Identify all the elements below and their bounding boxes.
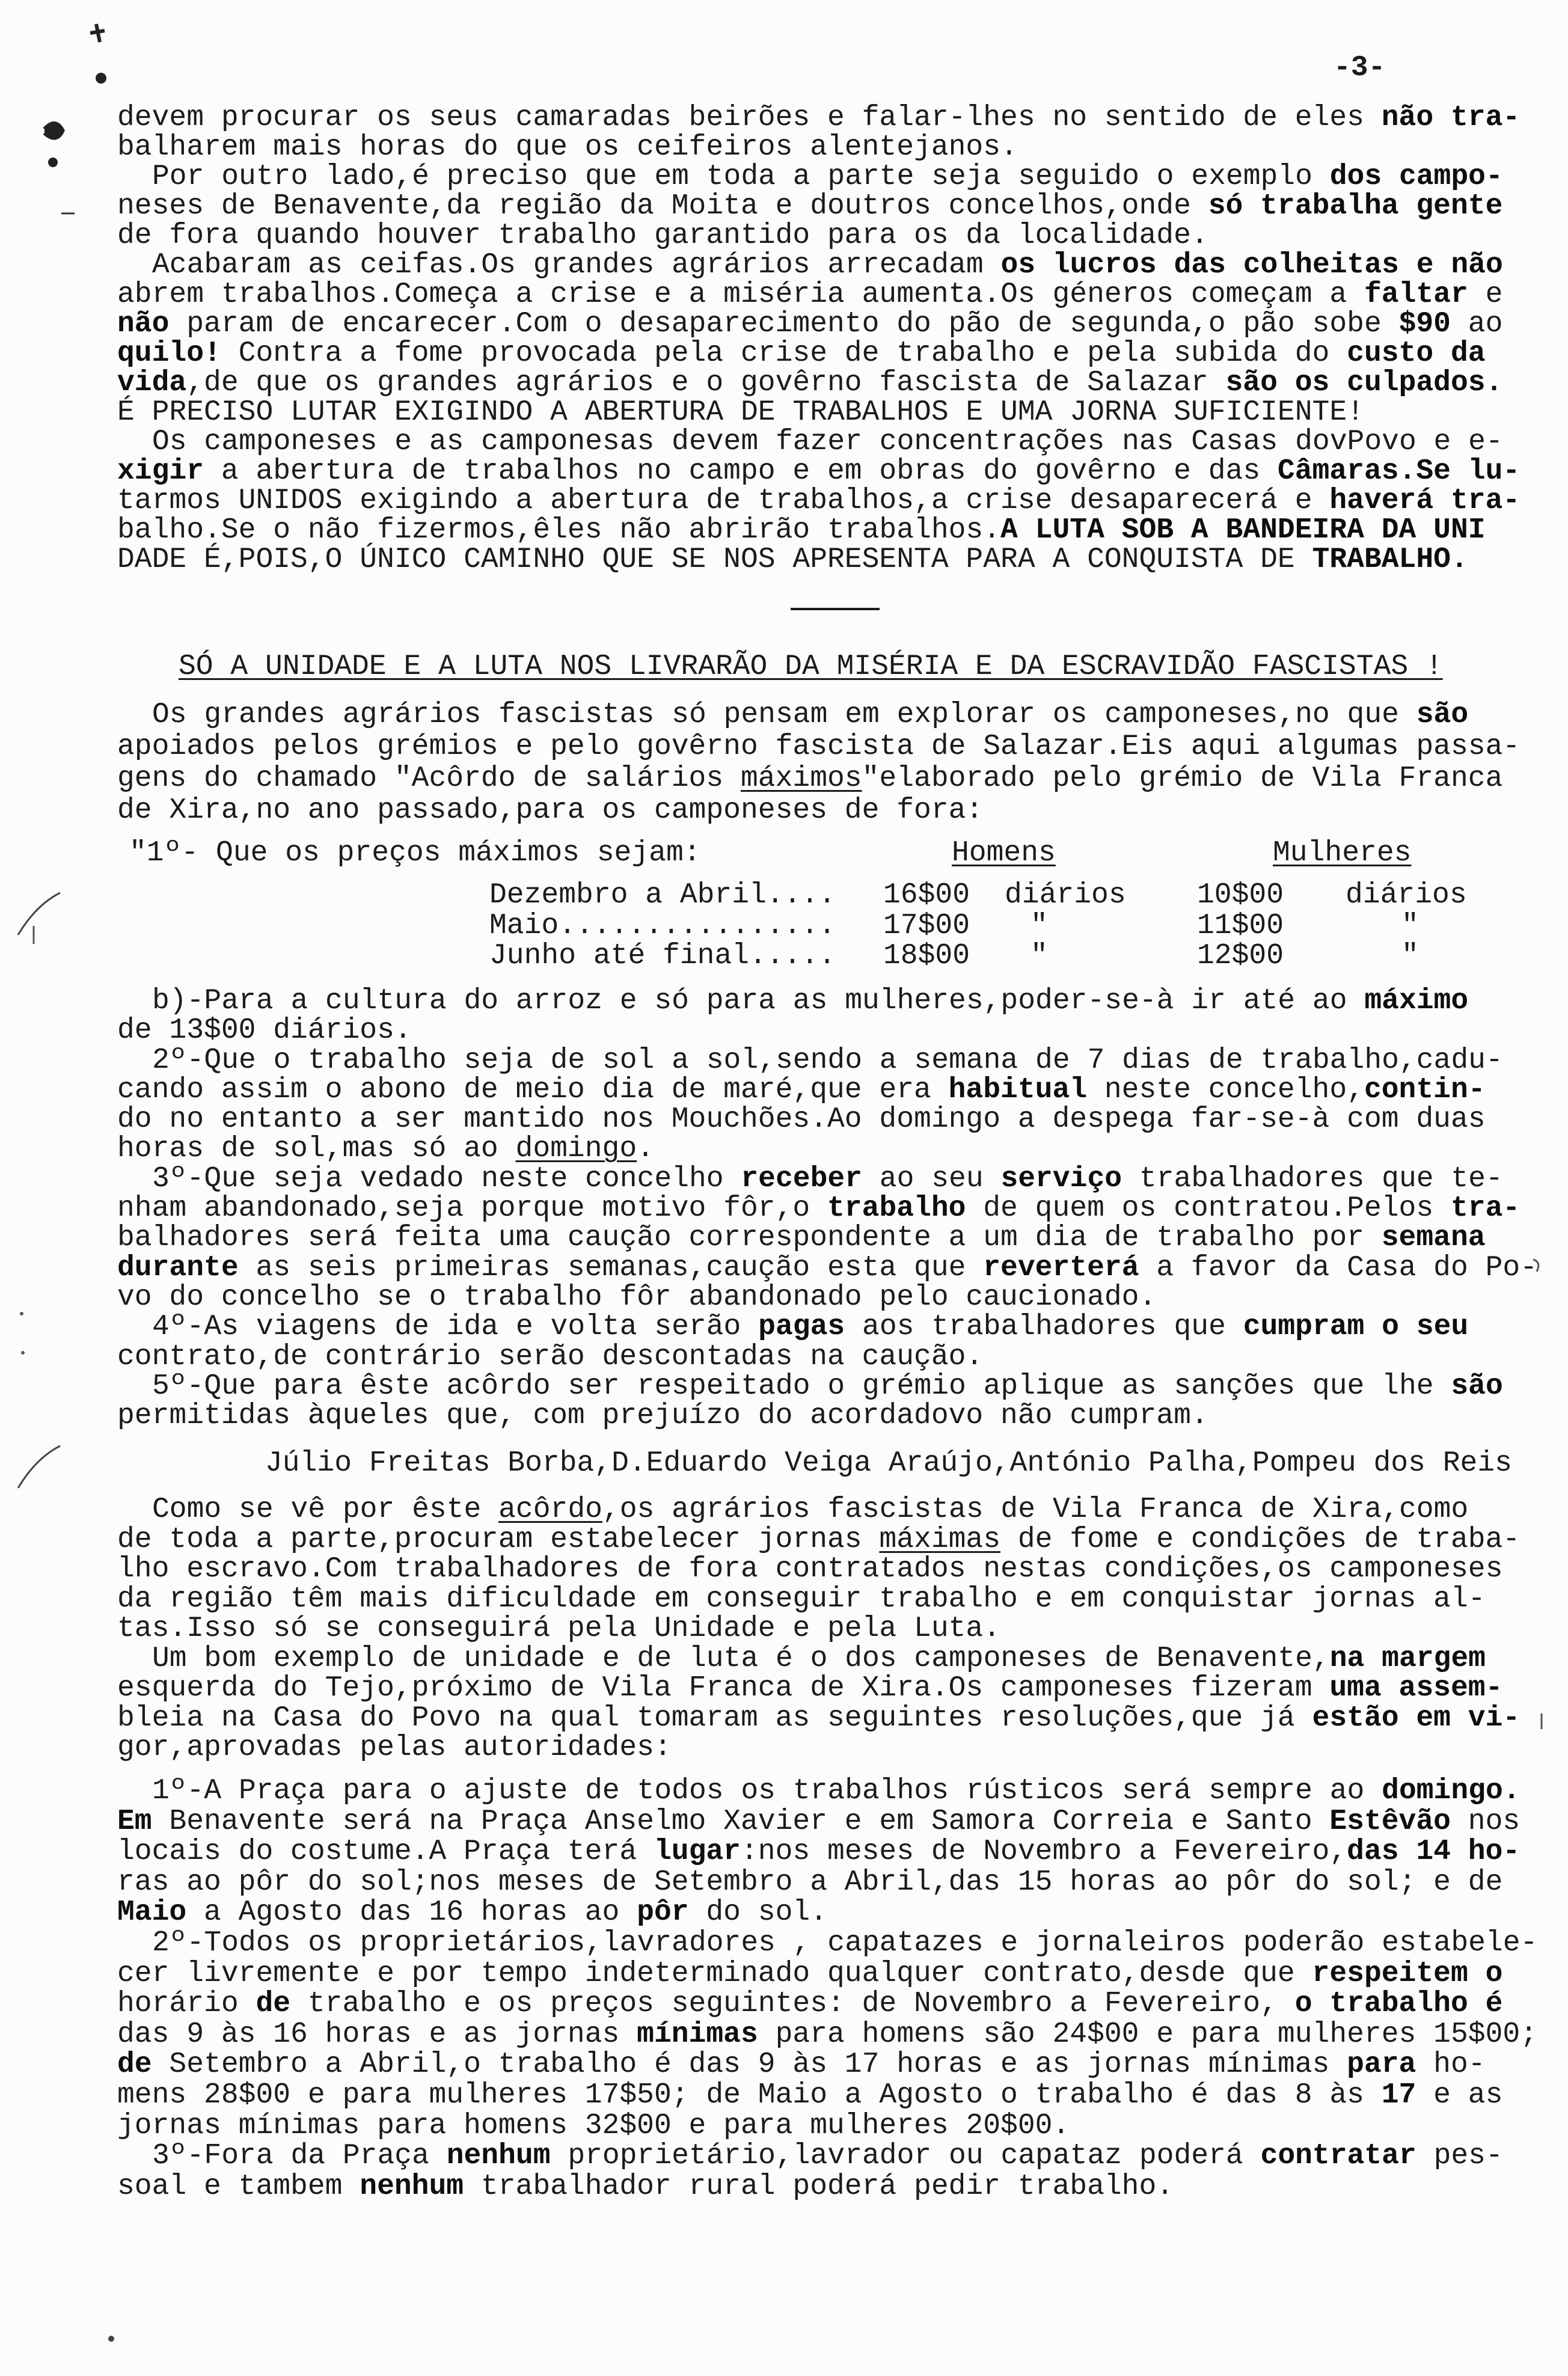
emphasized-text: são <box>1416 699 1469 731</box>
text-segment: Benavente será na Praça Anselmo Xavier e em Samora Correia e Santo <box>152 1805 1330 1838</box>
period-cell: Dezembro a Abril.... <box>489 879 836 911</box>
text-segment: Os grandes agrários fascistas só pensam em explorar os camponeses,no que <box>152 699 1416 731</box>
table-row <box>0 880 1568 910</box>
text-segment: devem procurar os seus camaradas beirões e falar-lhes no sentido de eles <box>117 102 1382 134</box>
text-segment: :nos meses de Novembro a Fevereiro, <box>740 1836 1347 1869</box>
text-line <box>117 2080 1537 2111</box>
text-line: contrato,de contrário serão descontadas na caução. <box>117 1340 984 1373</box>
emphasized-text: são os culpados. <box>1225 367 1503 399</box>
text-line <box>117 545 1520 575</box>
price-table-lead: "1º- Que os preços máximos sejam: <box>129 837 701 869</box>
emphasized-text: $90 <box>1398 308 1451 340</box>
text-line: É PRECISO LUTAR EXIGINDO A ABERTURA DE TRABALHOS E UMA JORNA SUFICIENTE! <box>117 396 1364 429</box>
emphasized-text: vida <box>117 367 187 399</box>
women-unit-cell: " <box>1401 910 1419 942</box>
text-line <box>117 987 1537 1016</box>
emphasized-text: semana <box>1381 1222 1486 1255</box>
text-segment: soal e tambem <box>117 2170 360 2203</box>
women-wage-cell: 11$00 <box>1197 910 1284 942</box>
text-segment: nham abandonado,seja porque motivo fôr,o <box>117 1192 827 1225</box>
text-segment: neste concelho, <box>1087 1073 1364 1106</box>
agreement-clauses-text <box>117 987 1537 1431</box>
text-segment: trabalhador rural poderá pedir trabalho. <box>464 2170 1174 2203</box>
text-segment: b)-Para a cultura do arroz e só para as mulheres,poder-se-à ir até ao <box>152 985 1365 1017</box>
text-line: do no entanto a ser mantido nos Mouchões.Ao domingo a despega far-se-à com duas <box>117 1103 1486 1136</box>
text-line <box>117 516 1520 545</box>
emphasized-text: das 14 ho- <box>1347 1836 1521 1869</box>
text-line <box>117 1495 1520 1525</box>
text-segment: locais do costume.A Praça terá <box>117 1836 654 1869</box>
emphasized-text: serviço <box>1000 1162 1122 1195</box>
text-segment: trabalhadores que te- <box>1122 1162 1503 1195</box>
text-segment: . <box>637 1133 654 1166</box>
emphasized-text: 17 <box>1381 2078 1416 2111</box>
text-line <box>117 103 1520 133</box>
men-wage-cell: 17$00 <box>883 910 970 942</box>
text-line <box>117 1837 1537 1867</box>
text-segment: aos trabalhadores que <box>845 1311 1243 1344</box>
emphasized-text: nenhum <box>446 2140 551 2173</box>
underlined-text: máximas <box>879 1523 1001 1556</box>
emphasized-text: não tra- <box>1381 102 1521 134</box>
text-segment: Como se vê por êste <box>152 1493 499 1526</box>
intro-text <box>117 103 1520 575</box>
text-segment: "elaborado pelo grémio de Vila Franca <box>862 762 1503 795</box>
text-line <box>117 2050 1537 2080</box>
text-segment: nos <box>1450 1805 1521 1838</box>
text-segment: abrem trabalhos.Começa a crise e a miséria aumenta.Os géneros começam a <box>117 278 1364 311</box>
text-segment: do sol. <box>688 1896 827 1929</box>
text-segment: Um bom exemplo de unidade e de luta é o dos camponeses de Benavente, <box>152 1642 1330 1675</box>
text-segment: mens 28$00 e para mulheres 17$50; de Maio a Agosto o trabalho é das 8 às <box>117 2078 1382 2111</box>
text-segment: a Agosto das 16 horas ao <box>186 1896 637 1929</box>
text-segment: proprietário,lavrador ou capataz poderá <box>550 2140 1261 2173</box>
text-line <box>117 1897 1537 1928</box>
text-segment: 1º-A Praça para o ajuste de todos os trabalhos rústicos será sempre ao <box>152 1775 1382 1807</box>
text-segment: bleia na Casa do Povo na qual tomaram as seguintes resoluções,que já <box>117 1701 1312 1735</box>
text-line <box>117 2172 1537 2202</box>
text-segment: ao seu <box>862 1162 1001 1195</box>
text-segment: ho- <box>1416 2048 1486 2081</box>
text-line <box>117 310 1520 339</box>
women-unit-cell: " <box>1401 940 1419 972</box>
commentary-text <box>117 1495 1520 1763</box>
emphasized-text: cumpram o seu <box>1243 1311 1469 1344</box>
column-header-men: Homens <box>952 837 1056 869</box>
text-line: balharem mais horas do que os ceifeiros alentejanos. <box>117 131 1018 164</box>
text-segment: Acabaram as ceifas.Os grandes agrários arrecadam <box>152 249 1001 281</box>
emphasized-text: são <box>1451 1370 1503 1403</box>
text-line <box>117 1701 1521 1735</box>
emphasized-text: A LUTA SOB A BANDEIRA DA UNI <box>1000 514 1486 547</box>
agreement-intro-text <box>117 699 1520 827</box>
emphasized-text: lugar <box>654 1836 741 1869</box>
text-line: Os camponeses e as camponesas devem fazer concentrações nas Casas dovPovo e e- <box>152 426 1503 458</box>
text-line: 2º-Que o trabalho seja de sol a sol,sendo a semana de 7 dias de trabalho,cadu- <box>152 1044 1503 1077</box>
text-line <box>117 1989 1537 2019</box>
women-unit-cell: diários <box>1346 879 1467 911</box>
men-wage-cell: 18$00 <box>883 940 970 972</box>
text-segment: ,de que os grandes agrários e o govêrno fascista de Salazar <box>186 367 1226 399</box>
benavente-resolutions-text <box>117 1776 1537 2202</box>
text-line: ras ao pôr do sol;nos meses de Setembro a Abril,das 15 horas ao pôr do sol; e de <box>117 1866 1503 1899</box>
emphasized-text: só trabalha gente <box>1208 190 1503 222</box>
text-line <box>117 1073 1537 1106</box>
men-wage-cell: 16$00 <box>883 879 970 911</box>
text-line: gor,aprovadas pelas autoridades: <box>117 1731 672 1764</box>
text-segment: esquerda do Tejo,próximo de Vila Franca de Xira.Os camponeses fizeram <box>117 1672 1330 1704</box>
emphasized-text: os lucros das colheitas e não <box>1000 249 1503 281</box>
text-line <box>117 1372 1537 1401</box>
table-row <box>0 911 1568 941</box>
text-line <box>117 1134 1537 1164</box>
text-line <box>117 369 1520 398</box>
text-line <box>117 1525 1520 1555</box>
text-segment: neses de Benavente,da região da Moita e doutros concelhos,onde <box>117 190 1208 222</box>
text-segment: 4º-As viagens de ida e volta serão <box>152 1311 759 1344</box>
emphasized-text: Em <box>117 1805 152 1838</box>
emphasized-text: não <box>117 308 170 340</box>
text-segment: de quem os contratou.Pelos <box>966 1192 1451 1225</box>
text-line <box>117 1776 1537 1807</box>
text-line: permitidas àqueles que, com prejuízo do acordadovo não cumpram. <box>117 1400 1208 1433</box>
text-segment: cer livremente e por tempo indeterminado qualquer contrato,desde que <box>117 1957 1312 1990</box>
text-line <box>117 192 1520 221</box>
underlined-text: acôrdo <box>498 1493 602 1526</box>
text-line: da região têm mais dificuldade em conseguir trabalho e em conquistar jornas al- <box>117 1582 1486 1615</box>
text-line <box>117 2019 1537 2050</box>
text-segment: gens do chamado "Acôrdo de salários <box>117 762 741 795</box>
emphasized-text: quilo! <box>117 337 221 370</box>
text-segment: das 9 às 16 horas e as jornas <box>117 2018 637 2051</box>
text-line <box>117 280 1520 310</box>
women-wage-cell: 12$00 <box>1197 940 1284 972</box>
text-segment: balhadores será feita uma caução correspondente a um dia de trabalho por <box>117 1222 1382 1255</box>
signatories-line: Júlio Freitas Borba,D.Eduardo Veiga Araújo,António Palha,Pompeu dos Reis <box>265 1447 1512 1480</box>
emphasized-text: uma assem- <box>1329 1672 1503 1704</box>
text-segment: e as <box>1416 2078 1503 2111</box>
text-line: de fora quando houver trabalho garantido para os da localidade. <box>117 219 1208 252</box>
period-cell: Junho até final..... <box>489 940 836 972</box>
text-line <box>117 162 1520 192</box>
emphasized-text: contratar <box>1260 2140 1416 2173</box>
text-segment: balho.Se o não fizermos,êles não abrirão trabalhos. <box>117 514 1001 547</box>
text-line <box>117 699 1520 731</box>
emphasized-text: receber <box>741 1162 862 1195</box>
text-line: lho escravo.Com trabalhadores de fora contratados nestas condições,os camponeses <box>117 1553 1503 1585</box>
emphasized-text: pagas <box>758 1311 845 1344</box>
emphasized-text: respeitem o <box>1312 1957 1503 1990</box>
text-segment: ,os agrários fascistas de Vila Franca de Xira,como <box>602 1493 1469 1526</box>
section-divider <box>791 608 880 610</box>
text-segment: pes- <box>1416 2140 1503 2173</box>
emphasized-text: faltar <box>1364 278 1468 311</box>
men-unit-cell: " <box>1031 940 1048 972</box>
emphasized-text: durante <box>117 1251 239 1284</box>
text-segment: de toda a parte,procuram estabelecer jornas <box>117 1523 880 1556</box>
text-line <box>117 339 1520 369</box>
emphasized-text: xigir <box>117 455 204 488</box>
text-line <box>117 251 1520 280</box>
emphasized-text: estão em vi- <box>1312 1701 1521 1735</box>
text-segment: Setembro a Abril,o trabalho é das 9 às 17 horas e as jornas mínimas <box>152 2048 1347 2081</box>
text-line <box>117 2141 1537 2172</box>
text-segment: horário <box>117 1988 256 2021</box>
text-segment: Por outro lado,é preciso que em toda a parte seja seguido o exemplo <box>152 161 1330 193</box>
text-segment: horas de sol,mas só ao <box>117 1133 516 1166</box>
text-line <box>117 1807 1537 1837</box>
emphasized-text: haverá tra- <box>1329 485 1521 517</box>
text-line <box>117 457 1520 486</box>
text-line <box>117 763 1520 795</box>
underlined-text: domingo <box>515 1133 637 1166</box>
emphasized-text: pôr <box>637 1896 689 1929</box>
text-segment: 3º-Que seja vedado neste concelho <box>152 1162 741 1195</box>
text-segment: a abertura de trabalhos no campo e em obras do govêrno e das <box>204 455 1278 488</box>
emphasized-text: para <box>1347 2048 1416 2081</box>
emphasized-text: trabalho <box>827 1192 966 1225</box>
underlined-text: máximos <box>740 762 862 795</box>
text-line <box>117 1312 1537 1342</box>
emphasized-text: na margem <box>1329 1642 1486 1675</box>
emphasized-text: custo da <box>1347 337 1486 370</box>
text-segment: cando assim o abono de meio dia de maré,que era <box>117 1073 949 1106</box>
emphasized-text: nenhum <box>360 2170 464 2203</box>
section-heading: SÓ A UNIDADE E A LUTA NOS LIVRARÃO DA MISÉRIA E DA ESCRAVIDÃO FASCISTAS ! <box>179 651 1443 683</box>
text-line: de 13$00 diários. <box>117 1014 412 1047</box>
text-segment: 3º-Fora da Praça <box>152 2140 447 2173</box>
text-line: 2º-Todos os proprietários,lavradores , capatazes e jornaleiros poderão estabele- <box>152 1926 1538 1959</box>
text-line <box>117 1223 1537 1253</box>
text-line: de Xira,no ano passado,para os camponeses de fora: <box>117 794 984 827</box>
text-segment: a favor da Casa do Po- <box>1139 1251 1538 1284</box>
text-line: jornas mínimas para homens 32$00 e para mulheres 20$00. <box>117 2109 1070 2142</box>
text-line: tas.Isso só se conseguirá pela Unidade e pela Luta. <box>117 1612 1001 1645</box>
emphasized-text: domingo. <box>1382 1775 1521 1807</box>
emphasized-text: máximo <box>1364 985 1469 1017</box>
period-cell: Maio................ <box>489 910 836 942</box>
text-line <box>117 1194 1537 1223</box>
men-unit-cell: diários <box>1005 879 1126 911</box>
women-wage-cell: 10$00 <box>1197 879 1284 911</box>
text-line: vo do concelho se o trabalho fôr abandonado pelo caucionado. <box>117 1281 1157 1314</box>
emphasized-text: dos campo- <box>1329 161 1503 193</box>
text-segment: param de encarecer.Com o desaparecimento do pão de segunda,o pão sobe <box>169 308 1399 340</box>
emphasized-text: Câmaras.Se lu- <box>1277 455 1521 488</box>
text-segment: de fome e condições de traba- <box>1000 1523 1521 1556</box>
emphasized-text: contin- <box>1364 1073 1486 1106</box>
emphasized-text: habitual <box>948 1073 1088 1106</box>
emphasized-text: o trabalho é <box>1294 1988 1503 2021</box>
emphasized-text: de <box>117 2048 152 2081</box>
emphasized-text: mínimas <box>637 2018 758 2051</box>
emphasized-text: reverterá <box>983 1251 1139 1284</box>
emphasized-text: tra- <box>1450 1192 1521 1225</box>
emphasized-text: de <box>256 1988 291 2021</box>
text-line <box>117 486 1520 516</box>
text-segment: DADE É,POIS,O ÚNICO CAMINHO QUE SE NOS APRESENTA PARA A CONQUISTA DE <box>117 543 1312 576</box>
men-unit-cell: " <box>1031 910 1048 942</box>
text-segment: trabalho e os preços seguintes: de Novembro a Fevereiro, <box>290 1988 1295 2021</box>
column-header-women: Mulheres <box>1273 837 1412 869</box>
text-segment: para homens são 24$00 e para mulheres 15$00; <box>758 2018 1537 2051</box>
text-line <box>117 1251 1538 1284</box>
text-segment: Contra a fome provocada pela crise de trabalho e pela subida do <box>221 337 1347 370</box>
text-line <box>117 1162 1537 1195</box>
table-row <box>0 941 1568 971</box>
text-segment: e <box>1468 278 1503 311</box>
text-segment: 5º-Que para êste acôrdo ser respeitado o grémio aplique as sanções que lhe <box>152 1370 1451 1403</box>
text-segment: ao <box>1450 308 1503 340</box>
text-line: apoiados pelos grémios e pelo govêrno fascista de Salazar.Eis aqui algumas passa- <box>117 730 1521 763</box>
text-segment: tarmos UNIDOS exigindo a abertura de trabalhos,a crise desaparecerá e <box>117 485 1330 517</box>
page-number: -3- <box>1334 52 1386 84</box>
text-line <box>117 1674 1520 1704</box>
emphasized-text: TRABALHO. <box>1312 543 1468 576</box>
emphasized-text: Estêvão <box>1329 1805 1451 1838</box>
text-segment: as seis primeiras semanas,caução esta que <box>238 1251 984 1284</box>
emphasized-text: Maio <box>117 1896 187 1929</box>
text-line <box>117 1644 1520 1674</box>
text-line <box>117 1959 1537 1989</box>
